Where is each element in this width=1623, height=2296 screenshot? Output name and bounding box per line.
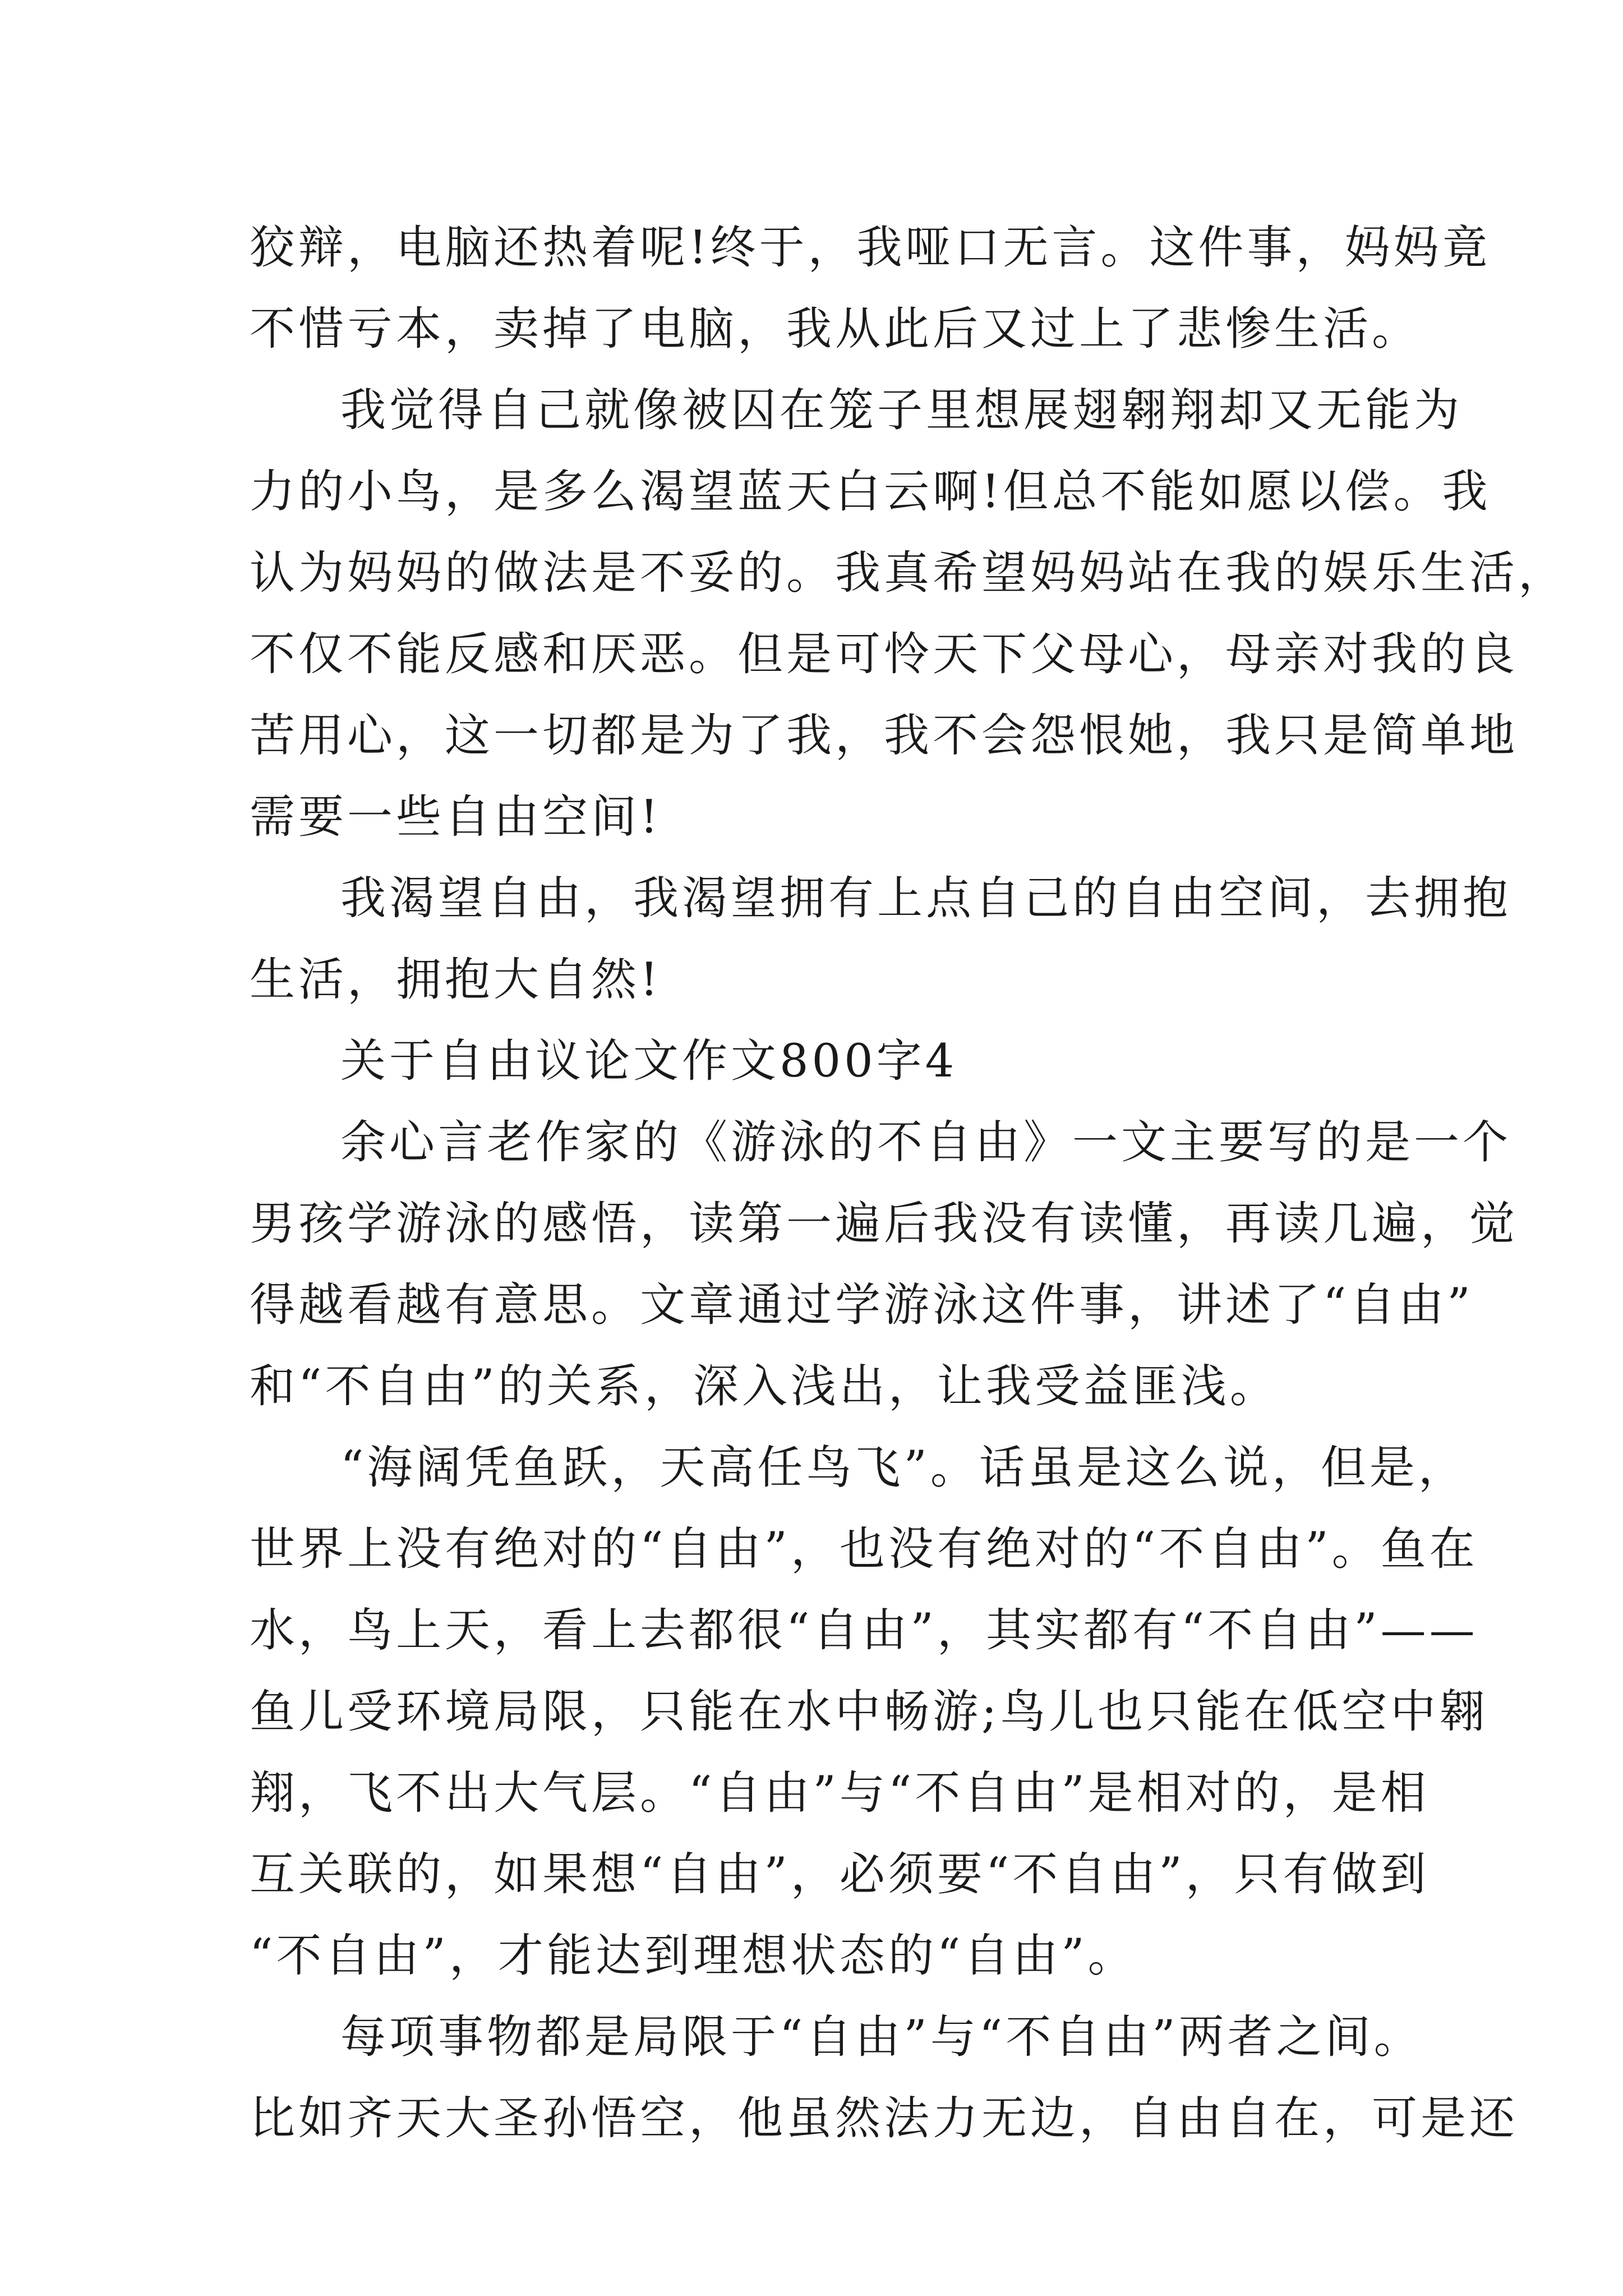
text-line-7: 苦用心，这一切都是为了我，我不会怨恨她，我只是简单地: [250, 710, 1519, 762]
text-line-4: 力的小鸟，是多么渴望蓝天白云啊!但总不能如愿以偿。我: [250, 466, 1491, 518]
section-heading: 关于自由议论文作文800字4: [340, 1035, 958, 1088]
text-line-12: 余心言老作家的《游泳的不自由》一文主要写的是一个: [340, 1116, 1512, 1169]
text-line-17: 世界上没有绝对的“自由”，也没有绝对的“不自由”。鱼在: [250, 1523, 1478, 1576]
text-line-3: 我觉得自己就像被囚在笼子里想展翅翱翔却又无能为: [340, 384, 1463, 437]
text-line-23: 每项事物都是局限于“自由”与“不自由”两者之间。: [340, 2011, 1423, 2064]
text-line-1: 狡辩，电脑还热着呢!终于，我哑口无言。这件事，妈妈竟: [250, 222, 1491, 274]
text-line-13: 男孩学游泳的感悟，读第一遍后我没有读懂，再读几遍，觉: [250, 1198, 1519, 1250]
text-line-2: 不惜亏本，卖掉了电脑，我从此后又过上了悲惨生活。: [250, 303, 1421, 356]
text-line-21: 互关联的，如果想“自由”，必须要“不自由”，只有做到: [250, 1848, 1430, 1901]
text-line-24: 比如齐天大圣孙悟空，他虽然法力无边，自由自在，可是还: [250, 2092, 1519, 2145]
text-line-10: 生活，拥抱大自然!: [250, 954, 662, 1006]
body-text: [250, 208, 1567, 2160]
text-line-9: 我渴望自由，我渴望拥有上点自己的自由空间，去拥抱: [340, 872, 1512, 925]
text-line-8: 需要一些自由空间!: [250, 791, 662, 844]
text-line-14: 得越看越有意思。文章通过学游泳这件事，讲述了“自由”: [250, 1279, 1474, 1332]
text-line-19: 鱼儿受环境局限，只能在水中畅游;鸟儿也只能在低空中翱: [250, 1686, 1488, 1738]
text-line-15: 和“不自由”的关系，深入浅出，让我受益匪浅。: [250, 1360, 1279, 1413]
text-line-20: 翔，飞不出大气层。“自由”与“不自由”是相对的，是相: [250, 1767, 1430, 1820]
text-line-22: “不自由”，才能达到理想状态的“自由”。: [250, 1930, 1137, 1982]
text-line-18: 水，鸟上天，看上去都很“自由”，其实都有“不自由”——: [250, 1604, 1478, 1657]
text-line-16: “海阔凭鱼跃，天高任鸟飞”。话虽是这么说，但是，: [340, 1442, 1467, 1494]
text-line-6: 不仅不能反感和厌恶。但是可怜天下父母心，母亲对我的良: [250, 628, 1519, 681]
text-line-5: 认为妈妈的做法是不妥的。我真希望妈妈站在我的娱乐生活，: [250, 547, 1567, 600]
